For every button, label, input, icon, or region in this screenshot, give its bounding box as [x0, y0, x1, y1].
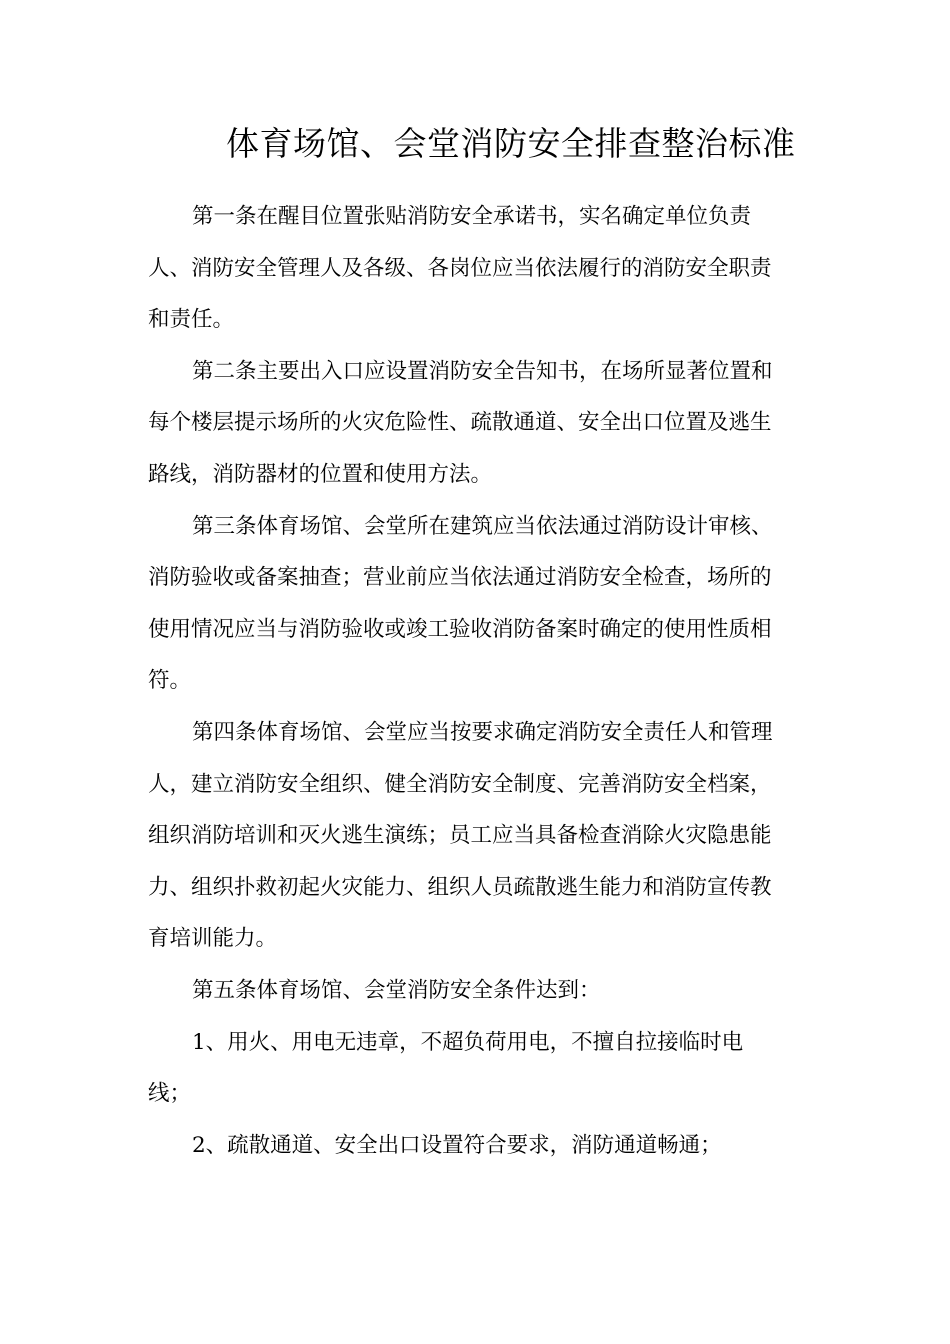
text-line: 消防验收或备案抽查；营业前应当依法通过消防安全检查，场所的	[148, 565, 772, 591]
text-line: 人，建立消防安全组织、健全消防安全制度、完善消防安全档案，	[148, 771, 772, 797]
text-line: 第五条体育场馆、会堂消防安全条件达到：	[192, 977, 601, 1003]
document-body	[148, 191, 802, 1171]
text-line: 第一条在醒目位置张贴消防安全承诺书，实名确定单位负责	[192, 204, 752, 229]
text-line: 每个楼层提示场所的火灾危险性、疏散通道、安全出口位置及逃生	[148, 410, 772, 436]
text-line: 和责任。	[148, 307, 235, 333]
text-line: 第四条体育场馆、会堂应当按要求确定消防安全责任人和管理	[192, 719, 773, 745]
text-line: 符。	[148, 668, 192, 694]
text-line: 2、疏散通道、安全出口设置符合要求，消防通道畅通；	[192, 1132, 722, 1158]
text-line: 育培训能力。	[148, 926, 278, 952]
text-line: 第三条体育场馆、会堂所在建筑应当依法通过消防设计审核、	[192, 513, 773, 539]
text-line: 路线，消防器材的位置和使用方法。	[148, 461, 493, 487]
text-line: 使用情况应当与消防验收或竣工验收消防备案时确定的使用性质相	[148, 616, 772, 642]
text-line: 1、用火、用电无违章，不超负荷用电，不擅自拉接临时电	[192, 1029, 744, 1055]
text-line: 人、消防安全管理人及各级、各岗位应当依法履行的消防安全职责	[148, 255, 772, 281]
document-title: 体育场馆、会堂消防安全排查整治标准	[226, 124, 796, 163]
text-line: 线；	[148, 1081, 192, 1107]
text-line: 第二条主要出入口应设置消防安全告知书，在场所显著位置和	[192, 358, 773, 384]
text-line: 组织消防培训和灭火逃生演练；员工应当具备检查消除火灾隐患能	[148, 823, 772, 849]
text-line: 力、组织扑救初起火灾能力、组织人员疏散逃生能力和消防宣传教	[148, 874, 772, 900]
